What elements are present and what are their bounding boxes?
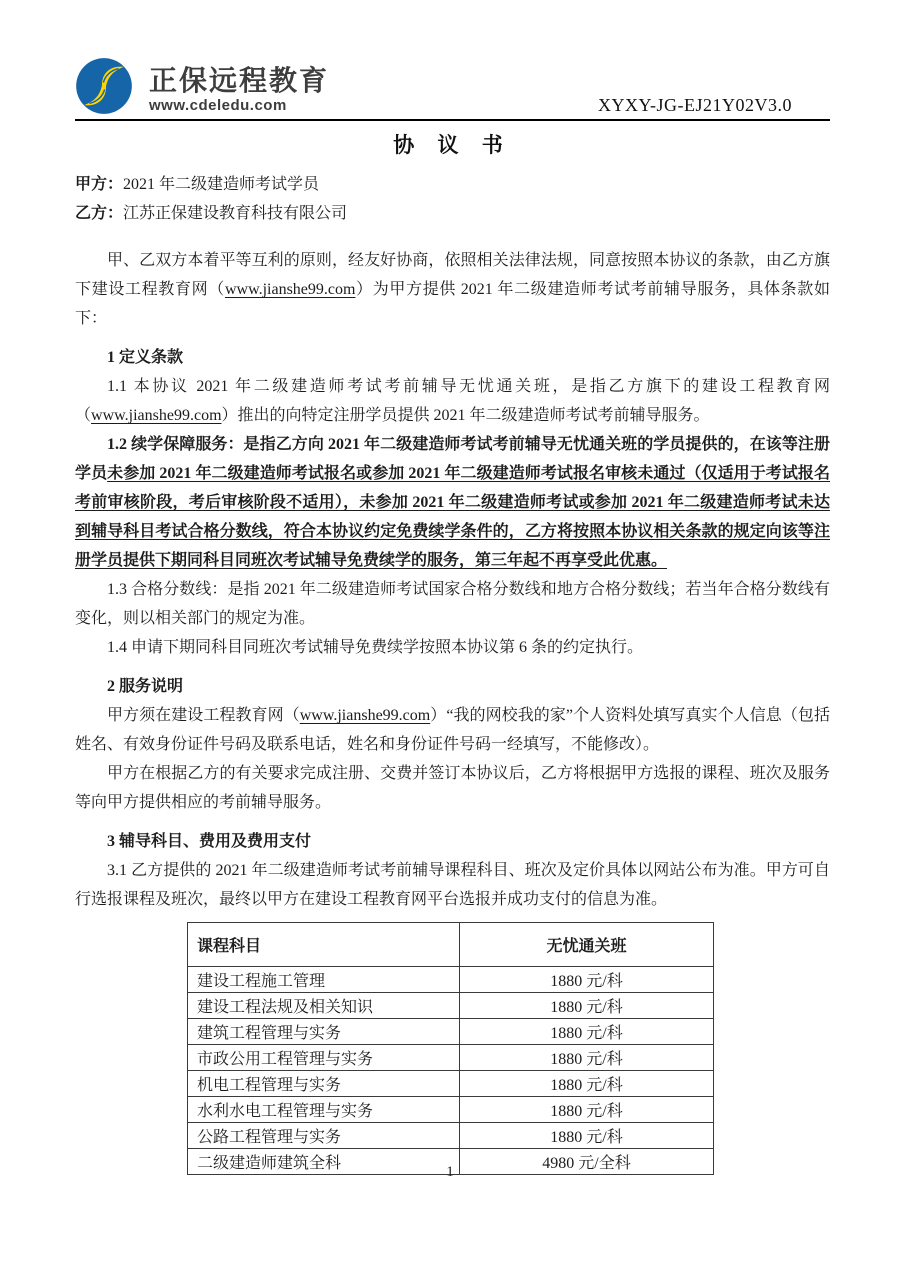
fee-table-row [188,1071,714,1097]
intro-paragraph [75,246,830,333]
header-rule [75,119,830,121]
brand-name: 正保远程教育 [149,65,330,96]
course-name-cell: 建设工程施工管理 [188,967,460,993]
fee-table-row [188,1019,714,1045]
course-name-cell: 机电工程管理与实务 [188,1071,460,1097]
party-a-value: 2021 年二级建造师考试学员 [123,176,320,193]
clause-3-1: 3.1 乙方提供的 2021 年二级建造师考试考前辅导课程科目、班次及定价具体以网站公布为准。甲方可自行选报课程及班次，最终以甲方在建设工程教育网平台选报并成功支付的信息为准。 [75,862,830,908]
party-b-label: 乙方： [75,205,124,222]
party-b-line [75,199,830,228]
clause-1-2-underlined: 未参加 2021 年二级建造师考试报名或参加 2021 年二级建造师考试报名审核未通过（仅适用于考试报名考前审核阶段，考后审核阶段不适用），未参加 2021 年二级建造师考试或参加 2021 年二级建造师考试未达到辅导科目考试合格分数线，符合本协议约定免费续学条件的，乙方将按照本协议相关条款的规定向该等注册学员提供下期同科目同班次考试辅导免费续学的服务，第三年起不再享受此优惠。 [75,465,830,569]
price-cell: 1880 元/科 [460,1097,714,1123]
clause-1-2-lead: 1.2 续学保障服务：是指乙方向 2021 年二级建造师考试考前辅导无忧通关班的学员提供的，在该等注册学员 [75,436,830,482]
fee-table-row [188,1045,714,1071]
section3-heading: 3 辅导科目、费用及费用支付 [107,833,312,850]
price-cell: 1880 元/科 [460,1045,714,1071]
course-name-cell: 建设工程法规及相关知识 [188,993,460,1019]
price-cell: 1880 元/科 [460,1019,714,1045]
price-cell: 4980 元/全科 [460,1149,714,1175]
page-title: 协 议 书 [393,133,512,157]
clause-1-3: 1.3 合格分数线：是指 2021 年二级建造师考试国家合格分数线和地方合格分数线；若当年合格分数线有变化，则以相关部门的规定为准。 [75,581,830,627]
brand-block [149,66,329,115]
fee-table-row [188,1097,714,1123]
course-name-cell: 水利水电工程管理与实务 [188,1097,460,1123]
course-name-cell: 建筑工程管理与实务 [188,1019,460,1045]
fee-table-header-course: 课程科目 [188,923,460,967]
section2-heading: 2 服务说明 [107,678,184,695]
page-header [75,55,830,115]
course-name-cell: 二级建造师建筑全科 [188,1149,460,1175]
section2-para2: 甲方在根据乙方的有关要求完成注册、交费并签订本协议后，乙方将根据甲方选报的课程、班次及服务等向甲方提供相应的考前辅导服务。 [75,765,830,811]
jianshe-url-text: www.jianshe99.com [224,281,356,298]
clause-1-2 [75,430,830,575]
fee-table-body [188,967,714,1175]
course-name-cell: 公路工程管理与实务 [188,1123,460,1149]
course-name-cell: 市政公用工程管理与实务 [188,1045,460,1071]
jianshe-url-text: www.jianshe99.com [91,407,222,424]
company-logo [75,57,133,115]
fee-table-row [188,993,714,1019]
section1-heading: 1 定义条款 [107,349,184,366]
clause-1-1 [75,372,830,430]
parties-block [75,170,830,228]
section2-para1 [75,701,830,759]
clause-1-1-pre: 1.1 本协议 2021 年二级建造师考试考前辅导无忧通关班，是指乙方旗下的建设工程教育网（ [75,378,830,424]
jianshe-url-text: www.jianshe99.com [299,707,431,724]
fee-table [187,922,714,1175]
clause-1-4: 1.4 申请下期同科目同班次考试辅导免费续学按照本协议第 6 条的约定执行。 [107,639,644,656]
logo-swirl-icon [75,57,133,115]
party-a-label: 甲方： [75,176,124,193]
brand-url: www.cdeledu.com [149,97,287,114]
clause-1-1-post: ）推出的向特定注册学员提供 2021 年二级建造师考试考前辅导服务。 [221,407,710,424]
price-cell: 1880 元/科 [460,993,714,1019]
page-number: 1 [446,1164,454,1180]
price-cell: 1880 元/科 [460,1123,714,1149]
intro-text-pre: 甲、乙双方本着平等互利的原则，经友好协商，依照相关法律法规，同意按照本协议的条款，由乙方旗下建设工程教育网（ [75,252,830,298]
doc-code: XYXY-JG-EJ21Y02V3.0 [598,95,792,115]
party-a-line [75,170,830,199]
fee-table-header-class: 无忧通关班 [460,923,714,967]
fee-table-row [188,967,714,993]
section2-para1-pre: 甲方须在建设工程教育网（ [107,707,300,724]
price-cell: 1880 元/科 [460,1071,714,1097]
price-cell: 1880 元/科 [460,967,714,993]
fee-table-header-row [188,923,714,967]
fee-table-row [188,1123,714,1149]
intro-text-post: ）为甲方提供 2021 年二级建造师考试考前辅导服务，具体条款如下： [75,281,830,327]
section2-para1-post: ）“我的网校我的家”个人资料处填写真实个人信息（包括姓名、有效身份证件号码及联系电话，姓名和身份证件号码一经填写，不能修改）。 [75,707,830,753]
party-b-value: 江苏正保建设教育科技有限公司 [123,205,348,222]
